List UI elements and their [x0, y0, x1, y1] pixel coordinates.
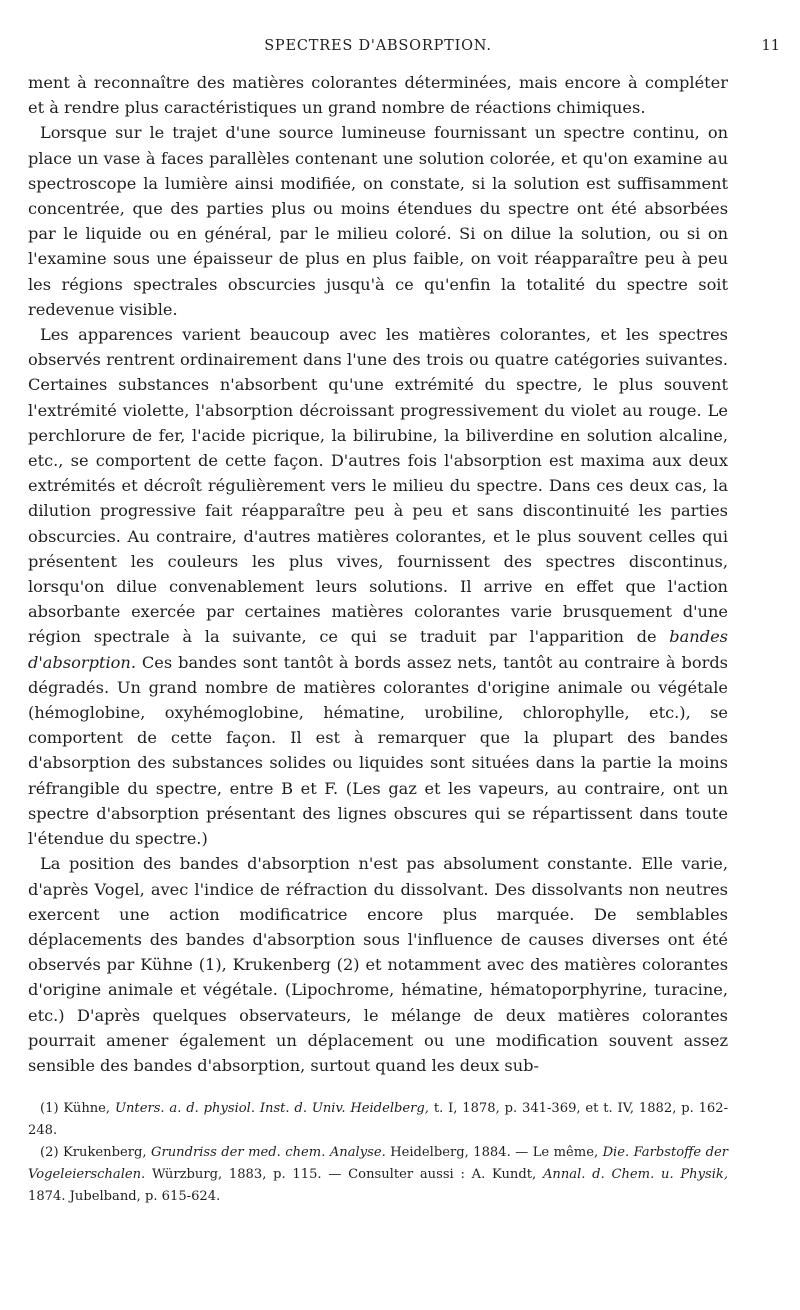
paragraph-text: Lorsque sur le trajet d'une source lumineuse fournissant un spectre continu, on place un vase à faces parallèles contenant une solution colorée, et qu'on examine au spectroscope la lumière ainsi modifiée, on constate, si la solution est suffisamment concentrée, que des parties plus ou moins étendues du spectre ont été absorbées par le liquide ou en général, par le milieu coloré. Si on dilue la solution, ou si on l'examine sous une épaisseur de plus en plus faible, on voit réapparaître peu à peu les régions spectrales obscurcies jusqu'à ce qu'enfin la totalité du spectre soit redevenue visible.: [28, 123, 728, 319]
paragraph-text: Les apparences varient beaucoup avec les matières colorantes, et les spectres observés rentrent ordinairement dans l'une des trois ou quatre catégories suivantes. Certaines substances n'absorbent qu'une extrémité du spectre, le plus souvent l'extrémité violette, l'absorption décroissant progressivement du violet au rouge. Le perchlorure de fer, l'acide picrique, la bilirubine, la biliverdine en solution alcaline, etc., se comportent de cette façon. D'autres fois l'absorption est maxima aux deux extrémités et décroît régulièrement vers le milieu du spectre. Dans ces deux cas, la dilution progressive fait réapparaître peu à peu et sans discontinuité les parties obscurcies. Au contraire, d'autres matières colorantes, et le plus souvent celles qui présentent les couleurs les plus vives, fournissent des spectres discontinus, lorsqu'on dilue convenablement leurs solutions. Il arrive en effet que l'action absorbante exercée par certaines matières colorantes varie brusquement d'une région spectrale à la suivante, ce qui se traduit par l'apparition de: [28, 325, 728, 647]
footnote-text: t. I, 1878, p. 341-369, et t. IV, 1882, p. 162-248.: [28, 1101, 729, 1139]
footnote-lead: (2) Krukenberg,: [40, 1145, 147, 1161]
footnote-text: Heidelberg, 1884. — Le même,: [390, 1145, 599, 1161]
paragraph-continuation: [28, 70, 728, 120]
paragraph: [28, 322, 728, 851]
footnote-title: Annal. d. Chem. u. Physik,: [542, 1167, 728, 1183]
footnote-1: [28, 1098, 728, 1142]
footnote-2: [28, 1142, 728, 1208]
footnote-title: Grundriss der med. chem. Analyse.: [150, 1145, 386, 1161]
page-header: [28, 38, 780, 60]
paragraph-text: La position des bandes d'absorption n'est pas absolument constante. Elle varie, d'après Vogel, avec l'indice de réfraction du dissolvant. Des dissolvants non neutres exercent une action modificatrice encore plus marquée. De semblables déplacements des bandes d'absorption sous l'influence de causes diverses ont été observés par Kühne (1), Krukenberg (2) et notamment avec des matières colorantes d'origine animale et végétale. (Lipochrome, hématine, hématoporphyrine, turacine, etc.) D'après quelques observateurs, le mélange de deux matières colorantes pourrait amener également un déplacement ou une modification souvent assez sensible des bandes d'absorption, surtout quand les deux sub-: [28, 854, 728, 1075]
footnote-text: Würzburg, 1883, p. 115. — Consulter aussi : A. Kundt,: [152, 1167, 537, 1183]
footnote-title: Unters. a. d. physiol. Inst. d. Univ. Heidelberg,: [114, 1101, 429, 1117]
italic-term: bandes d'absorption.: [28, 627, 728, 672]
paragraph-text: ment à reconnaître des matières colorantes déterminées, mais encore à compléter et à rendre plus caractéristiques un grand nombre de réactions chimiques.: [28, 73, 728, 118]
page-number: 11: [761, 38, 780, 54]
body-text: [28, 70, 728, 1078]
footnote-text: 1874. Jubelband, p. 615-624.: [28, 1189, 221, 1205]
running-title: SPECTRES D'ABSORPTION.: [264, 38, 492, 54]
footnotes: [28, 1098, 728, 1208]
footnote-lead: (1) Kühne,: [40, 1101, 111, 1117]
paragraph: [28, 120, 728, 322]
paragraph-text: Ces bandes sont tantôt à bords assez nets, tantôt au contraire à bords dégradés. Un grand nombre de matières colorantes d'origine animale ou végétale (hémoglobine, oxyhémoglobine, hématine, urobiline, chlorophylle, etc.), se comportent de cette façon. Il est à remarquer que la plupart des bandes d'absorption des substances solides ou liquides sont situées dans la partie la moins réfrangible du spectre, entre B et F. (Les gaz et les vapeurs, au contraire, ont un spectre d'absorption présentant des lignes obscures qui se répartissent dans toute l'étendue du spectre.): [28, 652, 728, 849]
footnote-title: Die. Farbstoffe der Vogeleierschalen.: [28, 1145, 728, 1183]
paragraph: [28, 851, 728, 1078]
